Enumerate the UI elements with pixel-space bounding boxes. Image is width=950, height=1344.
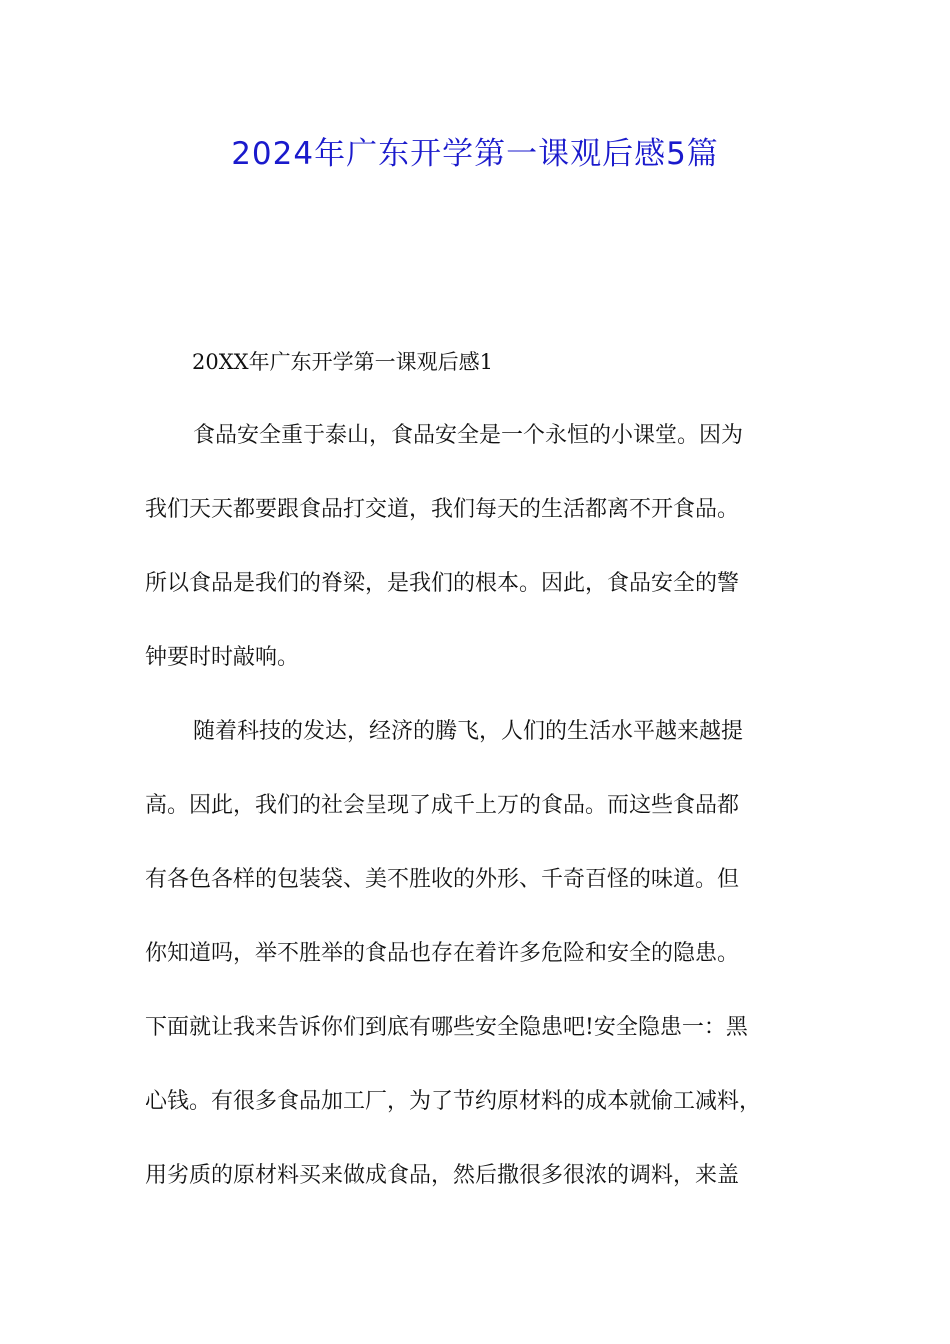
section-heading: 20XX年广东开学第一课观后感1 <box>192 350 493 374</box>
paragraph-line: 下面就让我来告诉你们到底有哪些安全隐患吧!安全隐患一：黑 <box>145 1015 748 1040</box>
paragraph-line: 食品安全重于泰山，食品安全是一个永恒的小课堂。因为 <box>193 423 744 448</box>
paragraph-line: 高。因此，我们的社会呈现了成千上万的食品。而这些食品都 <box>145 793 740 818</box>
paragraph-2 <box>145 716 813 1234</box>
paragraph-line: 所以食品是我们的脊梁，是我们的根本。因此，食品安全的警 <box>145 571 740 596</box>
paragraph-line: 随着科技的发达，经济的腾飞，人们的生活水平越来越提 <box>193 719 744 744</box>
paragraph-line: 你知道吗，举不胜举的食品也存在着许多危险和安全的隐患。 <box>145 941 740 966</box>
document-title: 2024年广东开学第一课观后感5篇 <box>231 136 719 172</box>
paragraph-line: 我们天天都要跟食品打交道，我们每天的生活都离不开食品。 <box>145 497 740 522</box>
paragraph-line: 有各色各样的包装袋、美不胜收的外形、千奇百怪的味道。但 <box>145 867 740 892</box>
paragraph-line: 钟要时时敲响。 <box>145 645 300 670</box>
paragraph-line: 心钱。有很多食品加工厂，为了节约原材料的成本就偷工减料， <box>145 1089 762 1114</box>
paragraph-line: 用劣质的原材料买来做成食品，然后撒很多很浓的调料，来盖 <box>145 1163 740 1188</box>
paragraph-1 <box>145 420 813 716</box>
